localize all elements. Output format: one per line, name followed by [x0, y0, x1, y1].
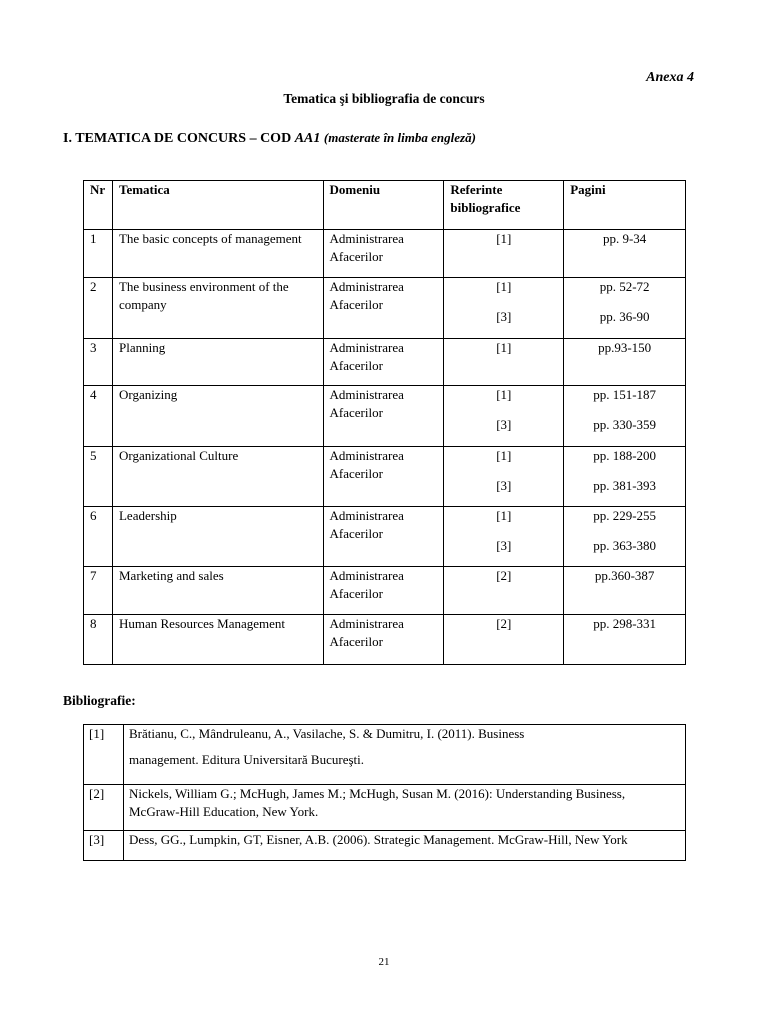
cell-ref-1: [1] — [496, 279, 512, 294]
bibliography-text — [124, 725, 686, 785]
cell-domeniu-line-2: Afacerilor — [329, 526, 383, 541]
cell-domeniu-line-2: Afacerilor — [329, 634, 383, 649]
bibliography-row — [84, 725, 686, 785]
bibliography-number: [1] — [84, 725, 124, 785]
cell-domeniu — [323, 386, 444, 447]
cell-ref-1: [2] — [496, 616, 512, 631]
cell-domeniu — [323, 567, 444, 615]
cell-ref-1: [1] — [496, 387, 512, 402]
cell-pag-1: pp. 9-34 — [602, 231, 647, 246]
bibliography-number: [3] — [84, 831, 124, 861]
cell-domeniu-line-2: Afacerilor — [329, 405, 383, 420]
topics-header-row — [84, 181, 686, 230]
cell-domeniu-line-1: Administrarea — [329, 279, 404, 294]
cell-pagini — [564, 278, 686, 339]
cell-referinte — [444, 278, 564, 339]
cell-pagini — [564, 507, 686, 567]
bibliography-line-1: Nickels, William G.; McHugh, James M.; McHugh, Susan M. (2016): Understanding Business, — [129, 786, 626, 801]
topics-table — [83, 180, 686, 665]
table-row — [84, 339, 686, 386]
cell-nr: 1 — [84, 230, 113, 278]
cell-referinte — [444, 615, 564, 665]
cell-pag-1: pp.360-387 — [594, 568, 655, 583]
cell-pagini — [564, 567, 686, 615]
cell-referinte — [444, 447, 564, 507]
cell-ref-1: [2] — [496, 568, 512, 583]
cell-tematica: Organizational Culture — [112, 447, 323, 507]
cell-domeniu-line-2: Afacerilor — [329, 297, 383, 312]
cell-pag-1: pp. 229-255 — [593, 508, 657, 523]
section-code: AA1 — [294, 131, 321, 146]
header-pagini: Pagini — [564, 181, 686, 230]
cell-pag-2: pp. 381-393 — [593, 478, 657, 493]
bibliography-row — [84, 785, 686, 831]
bibliography-line-2: management. Editura Universitară Bucureşti. — [129, 752, 365, 767]
cell-domeniu — [323, 615, 444, 665]
cell-nr: 4 — [84, 386, 113, 447]
document-title: Tematica şi bibliografia de concurs — [283, 91, 485, 106]
cell-domeniu-line-1: Administrarea — [329, 231, 404, 246]
bibliography-row — [84, 831, 686, 861]
header-referinte-line-2: bibliografice — [450, 200, 521, 215]
table-row — [84, 278, 686, 339]
table-row — [84, 507, 686, 567]
cell-domeniu-line-2: Afacerilor — [329, 586, 383, 601]
cell-referinte — [444, 230, 564, 278]
cell-tematica: The basic concepts of management — [112, 230, 323, 278]
cell-nr: 6 — [84, 507, 113, 567]
cell-ref-2: [3] — [496, 309, 512, 324]
bibliography-text — [124, 785, 686, 831]
cell-tematica: Planning — [112, 339, 323, 386]
cell-pag-2: pp. 36-90 — [599, 309, 650, 324]
cell-ref-1: [1] — [496, 231, 512, 246]
cell-referinte — [444, 386, 564, 447]
cell-tematica: Leadership — [112, 507, 323, 567]
header-tematica: Tematica — [112, 181, 323, 230]
cell-domeniu — [323, 507, 444, 567]
cell-nr: 7 — [84, 567, 113, 615]
cell-domeniu-line-1: Administrarea — [329, 448, 404, 463]
bibliography-line-1: Dess, GG., Lumpkin, GT, Eisner, A.B. (2006). Strategic Management. McGraw-Hill, New York — [129, 832, 628, 847]
cell-tematica: The business environment of the company — [112, 278, 323, 339]
annex-label: Anexa 4 — [646, 70, 694, 85]
table-row — [84, 386, 686, 447]
cell-domeniu-line-1: Administrarea — [329, 508, 404, 523]
section-heading — [63, 130, 476, 147]
cell-tematica: Marketing and sales — [112, 567, 323, 615]
cell-pagini — [564, 386, 686, 447]
page-number: 21 — [378, 956, 390, 968]
cell-domeniu — [323, 447, 444, 507]
cell-pagini — [564, 230, 686, 278]
cell-ref-2: [3] — [496, 538, 512, 553]
cell-domeniu-line-1: Administrarea — [329, 387, 404, 402]
header-domeniu: Domeniu — [323, 181, 444, 230]
cell-domeniu-line-1: Administrarea — [329, 568, 404, 583]
table-row — [84, 447, 686, 507]
cell-pag-2: pp. 330-359 — [593, 417, 657, 432]
cell-pag-1: pp. 151-187 — [593, 387, 657, 402]
cell-domeniu — [323, 339, 444, 386]
cell-pag-1: pp. 52-72 — [599, 279, 650, 294]
cell-domeniu-line-1: Administrarea — [329, 616, 404, 631]
cell-domeniu — [323, 278, 444, 339]
cell-domeniu-line-2: Afacerilor — [329, 249, 383, 264]
cell-pag-1: pp. 188-200 — [593, 448, 657, 463]
cell-domeniu-line-2: Afacerilor — [329, 466, 383, 481]
cell-pag-2: pp. 363-380 — [593, 538, 657, 553]
bibliography-table — [83, 724, 686, 861]
cell-tematica: Human Resources Management — [112, 615, 323, 665]
header-referinte — [444, 181, 564, 230]
cell-pagini — [564, 447, 686, 507]
section-note: (masterate în limba engleză) — [323, 130, 476, 145]
cell-pagini — [564, 339, 686, 386]
cell-nr: 3 — [84, 339, 113, 386]
cell-referinte — [444, 507, 564, 567]
cell-pagini — [564, 615, 686, 665]
cell-domeniu-line-2: Afacerilor — [329, 358, 383, 373]
cell-nr: 2 — [84, 278, 113, 339]
cell-ref-1: [1] — [496, 508, 512, 523]
section-prefix: I. TEMATICA DE CONCURS – COD — [63, 131, 295, 146]
table-row — [84, 230, 686, 278]
header-nr: Nr — [84, 181, 113, 230]
bibliography-text — [124, 831, 686, 861]
cell-pag-1: pp. 298-331 — [593, 616, 657, 631]
cell-ref-1: [1] — [496, 340, 512, 355]
cell-ref-2: [3] — [496, 417, 512, 432]
cell-ref-1: [1] — [496, 448, 512, 463]
table-row — [84, 615, 686, 665]
cell-domeniu-line-1: Administrarea — [329, 340, 404, 355]
cell-pag-1: pp.93-150 — [598, 340, 652, 355]
bibliography-number: [2] — [84, 785, 124, 831]
cell-referinte — [444, 339, 564, 386]
cell-nr: 5 — [84, 447, 113, 507]
bibliography-line-2: McGraw-Hill Education, New York. — [129, 804, 319, 819]
table-row — [84, 567, 686, 615]
bibliography-heading: Bibliografie: — [63, 693, 136, 708]
cell-referinte — [444, 567, 564, 615]
header-referinte-line-1: Referinte — [450, 182, 503, 197]
cell-tematica: Organizing — [112, 386, 323, 447]
bibliography-line-1: Brătianu, C., Mândruleanu, A., Vasilache, S. & Dumitru, I. (2011). Business — [129, 726, 525, 741]
cell-domeniu — [323, 230, 444, 278]
cell-nr: 8 — [84, 615, 113, 665]
cell-ref-2: [3] — [496, 478, 512, 493]
